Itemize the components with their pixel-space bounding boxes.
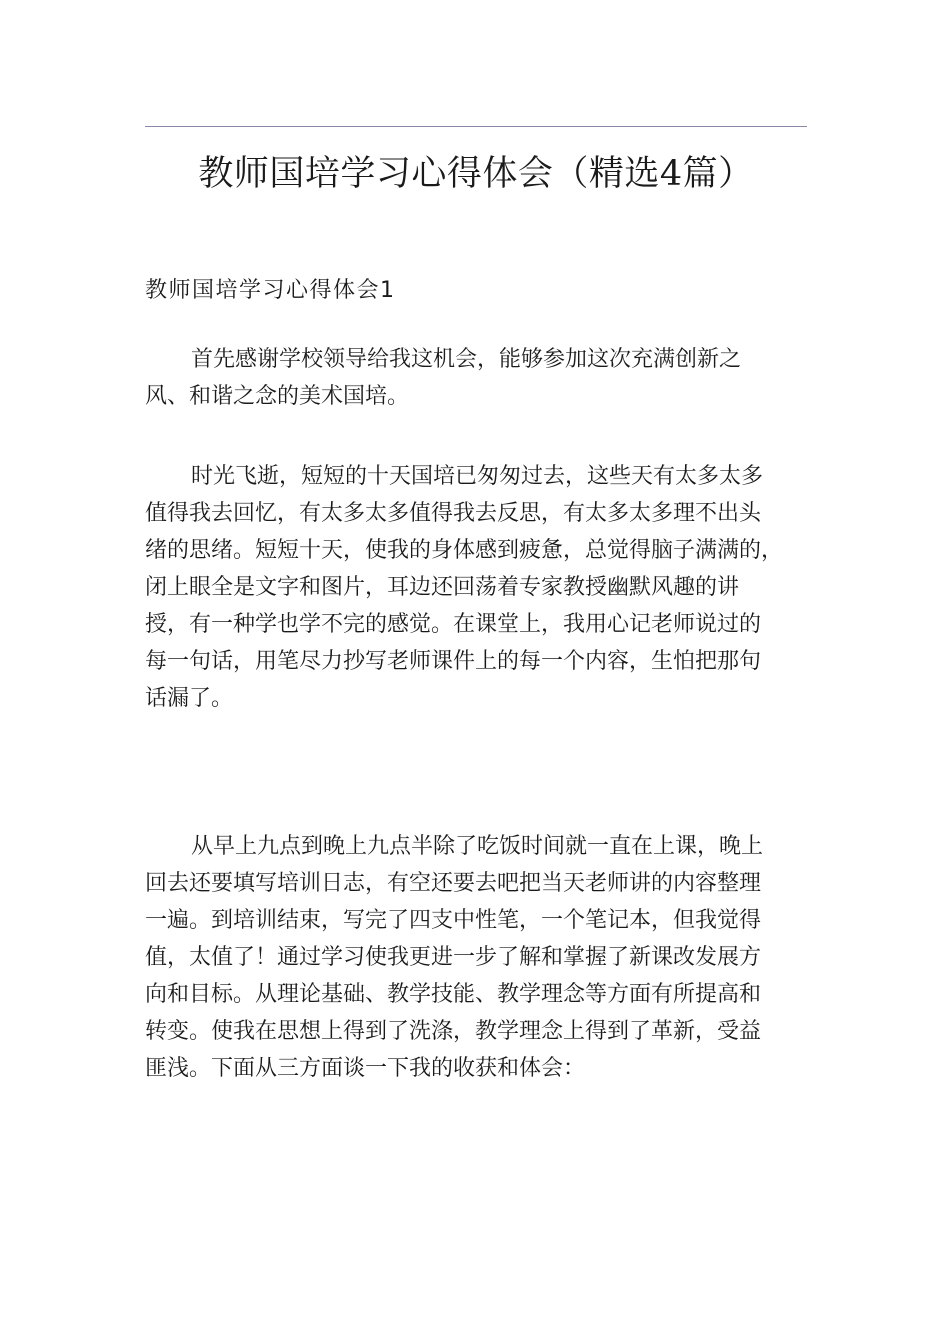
section-heading: 教师国培学习心得体会1 [145,278,396,303]
paragraph-line: 每一句话，用笔尽力抄写老师课件上的每一个内容，生怕把那句 [145,649,762,674]
paragraph-line: 值，太值了！通过学习使我更进一步了解和掌握了新课改发展方 [145,945,762,970]
paragraph-line: 转变。使我在思想上得到了洗涤，教学理念上得到了革新，受益 [145,1019,762,1044]
paragraph-line: 值得我去回忆，有太多太多值得我去反思，有太多太多理不出头 [145,501,762,526]
paragraph-line: 时光飞逝，短短的十天国培已匆匆过去，这些天有太多太多 [191,464,764,489]
paragraph-line: 一遍。到培训结束，写完了四支中性笔，一个笔记本，但我觉得 [145,908,762,933]
paragraph-line: 首先感谢学校领导给我这机会，能够参加这次充满创新之 [191,347,742,372]
header-rule [145,126,807,127]
document-title: 教师国培学习心得体会（精选4篇） [198,154,754,194]
paragraph-line: 匪浅。下面从三方面谈一下我的收获和体会： [145,1056,586,1081]
paragraph-2 [145,458,807,717]
paragraph-line: 闭上眼全是文字和图片，耳边还回荡着专家教授幽默风趣的讲 [145,575,740,600]
paragraph-line: 风、和谐之念的美术国培。 [145,384,410,409]
paragraph-1 [145,341,807,415]
paragraph-line: 话漏了。 [145,686,234,711]
paragraph-3 [145,828,807,1087]
paragraph-line: 从早上九点到晚上九点半除了吃饭时间就一直在上课，晚上 [191,834,764,859]
paragraph-line: 绪的思绪。短短十天，使我的身体感到疲惫，总觉得脑子满满的， [145,538,784,563]
paragraph-line: 向和目标。从理论基础、教学技能、教学理念等方面有所提高和 [145,982,762,1007]
paragraph-line: 授，有一种学也学不完的感觉。在课堂上，我用心记老师说过的 [145,612,762,637]
paragraph-line: 回去还要填写培训日志，有空还要去吧把当天老师讲的内容整理 [145,871,762,896]
